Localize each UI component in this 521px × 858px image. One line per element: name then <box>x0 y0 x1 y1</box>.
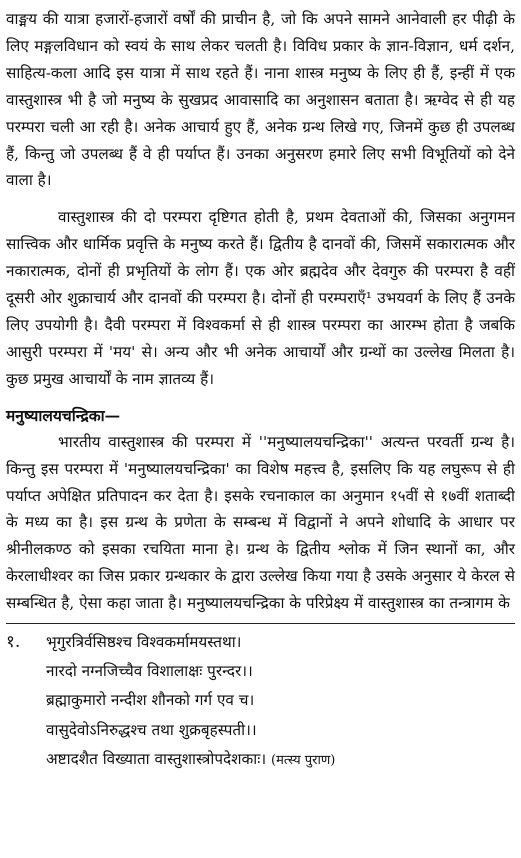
footnote-verse-line: ब्रह्माकुमारो नन्दीश शौनको गर्ग एव च। <box>46 691 255 710</box>
footnote-verses <box>46 628 515 775</box>
paragraph-traditions: वास्तुशास्त्र की दो परम्परा दृष्टिगत होती है, प्रथम देवताओं की, जिसका अनुगमन सात्त्विक और धार्मिक प्रवृत्ति के मनुष्य करते हैं। द्वितीय है दानवों की, जिसमें सकारात्मक और नकारात्मक, दोनों ही प्रभृतियों के लोग हैं। एक ओर ब्रह्मदेव और देवगुरु की परम्परा है वहीं दूसरी ओर शुक्राचार्य और दानवों की परम्परा है। दोनों ही परम्पराएँ¹ उभयवर्ग के लिए हैं उनके लिए उपयोगी है। दैवी परम्परा में विश्वकर्मा से ही शास्त्र परम्परा का आरम्भ होता है जबकि आसुरी परम्परा में 'मय' से। अन्य और भी अनेक आचार्यों और ग्रन्थों का उल्लेख मिलता है। कुछ प्रमुख आचार्यों के नाम ज्ञातव्य हैं। <box>6 208 515 388</box>
footnote-verse-text: अष्टादशैत विख्याता वास्तुशास्त्रोपदेशकाः। <box>46 749 267 768</box>
footnote-source: (मत्स्य पुराण) <box>271 752 336 768</box>
footnote-verse-line <box>46 745 515 775</box>
section-heading: मनुष्यालयचन्द्रिका— <box>6 405 121 425</box>
paragraph-gap <box>6 194 515 204</box>
footnote-verse-line: वासुदेवोऽनिरुद्धश्च तथा शुक्रबृहस्पती।। <box>46 720 257 739</box>
footnote-verse-line: भृगुरत्रिर्वसिष्ठश्च विश्वकर्मामयस्तथा। <box>46 633 242 652</box>
footnote-divider <box>6 623 515 624</box>
paragraph-intro: वाङ्मय की यात्रा हजारों-हजारों वर्षों की प्राचीन है, जो कि अपने सामने आनेवाली हर पीढ़ी के लिए मङ्गलविधान को स्वयं के साथ लेकर चलती है। विविध प्रकार के ज्ञान-विज्ञान, धर्म दर्शन, साहित्य-कला आदि इस यात्रा में साथ रहते हैं। नाना शास्त्र मनुष्य के लिए ही हैं, इन्हीं में एक वास्तुशास्त्र भी है जो मनुष्य के सुखप्रद आवासादि का अनुशासन बताता है। ऋग्वेद से ही यह परम्परा चली आ रही है। अनेक आचार्य हुए हैं, अनेक ग्रन्थ लिखे गए, जिनमें कुछ ही उपलब्ध हैं, किन्तु जो उपलब्ध हैं वे ही पर्याप्त हैं। उनका अनुसरण हमारे लिए सभी विभूतियों को देने वाला है। <box>6 10 515 190</box>
paragraph-gap <box>6 393 515 403</box>
footnote-verse-line: नारदो नग्नजिच्चैव विशालाक्षः पुरन्दर।। <box>46 662 253 681</box>
footnote-number: १. <box>6 632 21 653</box>
footnote <box>6 628 515 775</box>
paragraph-manushyalaya: भारतीय वास्तुशास्त्र की परम्परा में ''मनुष्यालयचन्द्रिका'' अत्यन्त परवर्ती ग्रन्थ है। किन्तु इस परम्परा में 'मनुष्यालयचन्द्रिका' का विशेष महत्त्व है, इसलिए कि यह लघुरूप से ही पर्याप्त अपेक्षित प्रतिपादन कर देता है। इसके रचनाकाल का अनुमान १५वीं से १७वीं शताब्दी के मध्य का है। इस ग्रन्थ के प्रणेता के सम्बन्ध में विद्वानों ने अपने शोधादि के आधार पर श्रीनीलकण्ठ को इसका रचयिता माना हे। ग्रन्थ के द्वितीय श्लोक में जिन स्थानों का, और केरलाधीश्वर का जिस प्रकार ग्रन्थकार के द्वारा उल्लेख किया गया है उसके अनुसार ये केरल से सम्बन्धित है, ऐसा कहा जाता है। मनुष्यालयचन्द्रिका के परिप्रेक्ष्य में वास्तुशास्त्र का तन्त्रागम के <box>6 432 515 613</box>
